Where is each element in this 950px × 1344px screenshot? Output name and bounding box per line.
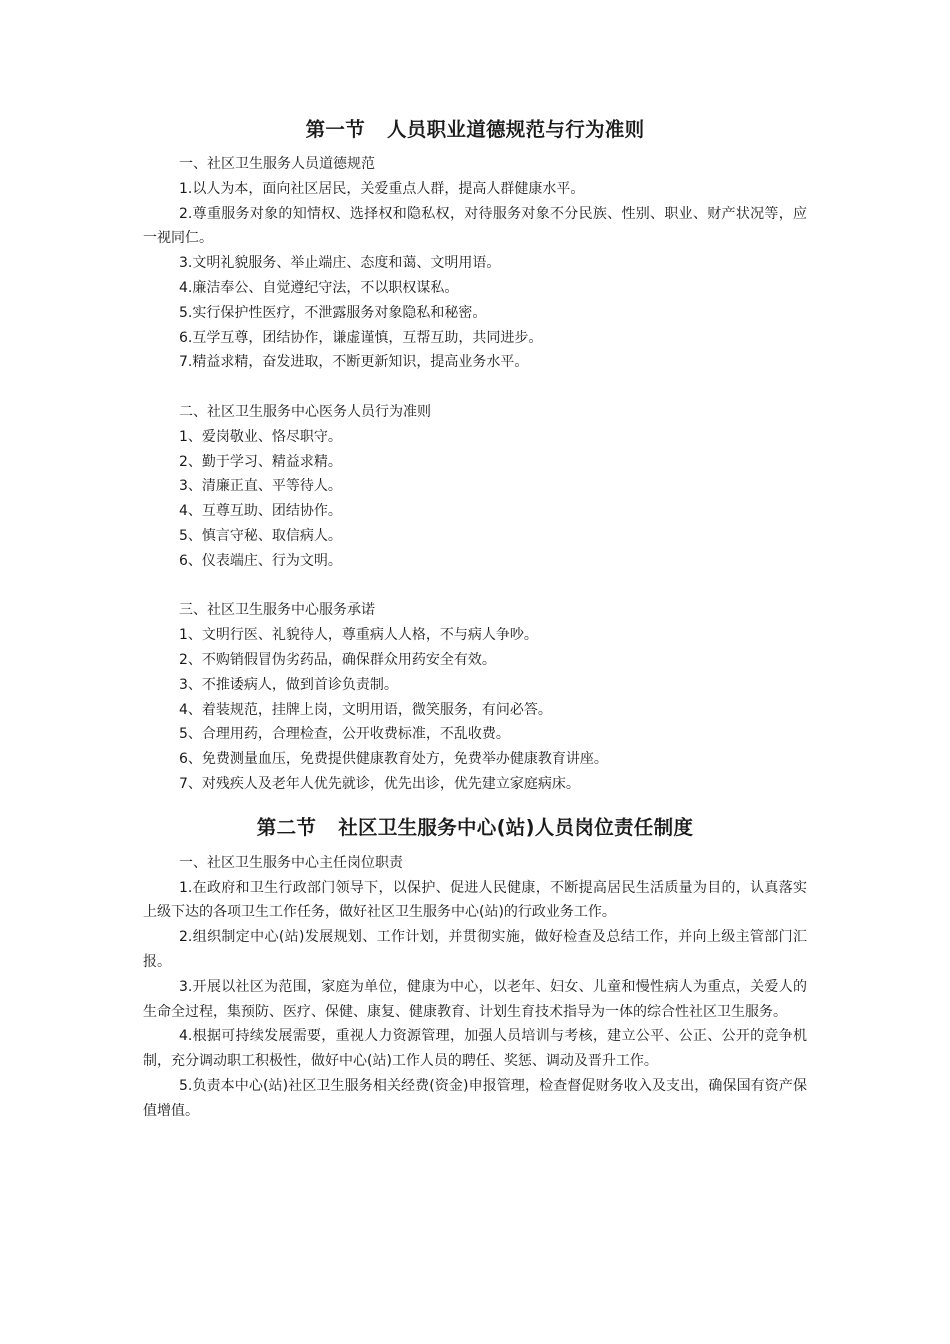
list-item: 4.廉洁奉公、自觉遵纪守法，不以职权谋私。 [179,279,459,296]
list-item: 4.根据可持续发展需要，重视人力资源管理，加强人员培训与考核，建立公平、公正、公开的竞争机制，充分调动职工积极性，做好中心(站)工作人员的聘任、奖惩、调动及晋升工作。 [143,1028,807,1070]
list-item: 5、合理用药，合理检查，公开收费标准，不乱收费。 [179,726,510,743]
list-item: 2.组织制定中心(站)发展规划、工作计划，并贯彻实施，做好检查及总结工作，并向上级主管部门汇报。 [143,929,807,970]
list-item: 3、不推诿病人，做到首诊负责制。 [179,676,398,693]
list-item: 1.在政府和卫生行政部门领导下，以保护、促进人民健康，不断提高居民生活质量为目的，认真落实上级下达的各项卫生工作任务，做好社区卫生服务中心(站)的行政业务工作。 [143,879,807,921]
document-content [143,115,807,1123]
section-1-title [143,115,807,145]
section-1-part-3-heading: 三、社区卫生服务中心服务承诺 [179,602,375,619]
section-2-title [143,813,807,843]
list-item: 3.文明礼貌服务、举止端庄、态度和蔼、文明用语。 [179,255,501,272]
section-1-part-3-list [143,623,807,797]
list-item: 3、清廉正直、平等待人。 [179,478,342,495]
list-item: 6.互学互尊，团结协作，谦虚谨慎，互帮互助，共同进步。 [179,329,543,346]
section-2-part-1-list [143,876,807,1124]
section-1-part-1-heading: 一、社区卫生服务人员道德规范 [179,156,375,172]
list-item: 4、互尊互助、团结协作。 [179,503,342,520]
list-item: 7.精益求精，奋发进取，不断更新知识，提高业务水平。 [179,354,529,371]
section-2-title-main: 社区卫生服务中心(站)人员岗位责任制度 [338,815,694,839]
section-1-part-2-list [143,425,807,574]
section-1-part-2-heading: 二、社区卫生服务中心医务人员行为准则 [179,403,431,420]
list-item: 2、不购销假冒伪劣药品，确保群众用药安全有效。 [179,651,496,668]
list-item: 1、爱岗敬业、恪尽职守。 [179,428,342,445]
list-item: 6、仪表端庄、行为文明。 [179,552,342,569]
section-1-part-1-list [143,177,807,375]
list-item: 5.负责本中心(站)社区卫生服务相关经费(资金)申报管理，检查督促财务收入及支出，确保国有资产保值增值。 [143,1077,807,1119]
list-item: 1.以人为本，面向社区居民，关爱重点人群，提高人群健康水平。 [179,180,585,197]
spacer [143,375,807,400]
list-item: 4、着装规范，挂牌上岗，文明用语，微笑服务，有问必答。 [179,701,552,718]
section-2-part-1-heading: 一、社区卫生服务中心主任岗位职责 [179,854,403,871]
section-1-title-prefix: 第一节 [305,118,365,141]
list-item: 5、慎言守秘、取信病人。 [179,527,342,544]
spacer [143,574,807,599]
section-1-title-main: 人员职业道德规范与行为准则 [387,118,645,141]
list-item: 7、对残疾人及老年人优先就诊，优先出诊，优先建立家庭病床。 [179,775,580,792]
list-item: 3.开展以社区为范围，家庭为单位，健康为中心，以老年、妇女、儿童和慢性病人为重点，关爱人的生命全过程，集预防、医疗、保健、康复、健康教育、计划生育技术指导为一体的综合性社区卫生服务。 [143,978,807,1020]
list-item: 6、免费测量血压，免费提供健康教育处方，免费举办健康教育讲座。 [179,751,608,768]
list-item: 1、文明行医、礼貌待人，尊重病人人格，不与病人争吵。 [179,627,538,644]
list-item: 2、勤于学习、精益求精。 [179,453,342,470]
section-2-title-prefix: 第二节 [256,815,317,839]
list-item: 2.尊重服务对象的知情权、选择权和隐私权，对待服务对象不分民族、性别、职业、财产状况等，应一视同仁。 [143,205,807,247]
list-item: 5.实行保护性医疗，不泄露服务对象隐私和秘密。 [179,304,487,321]
